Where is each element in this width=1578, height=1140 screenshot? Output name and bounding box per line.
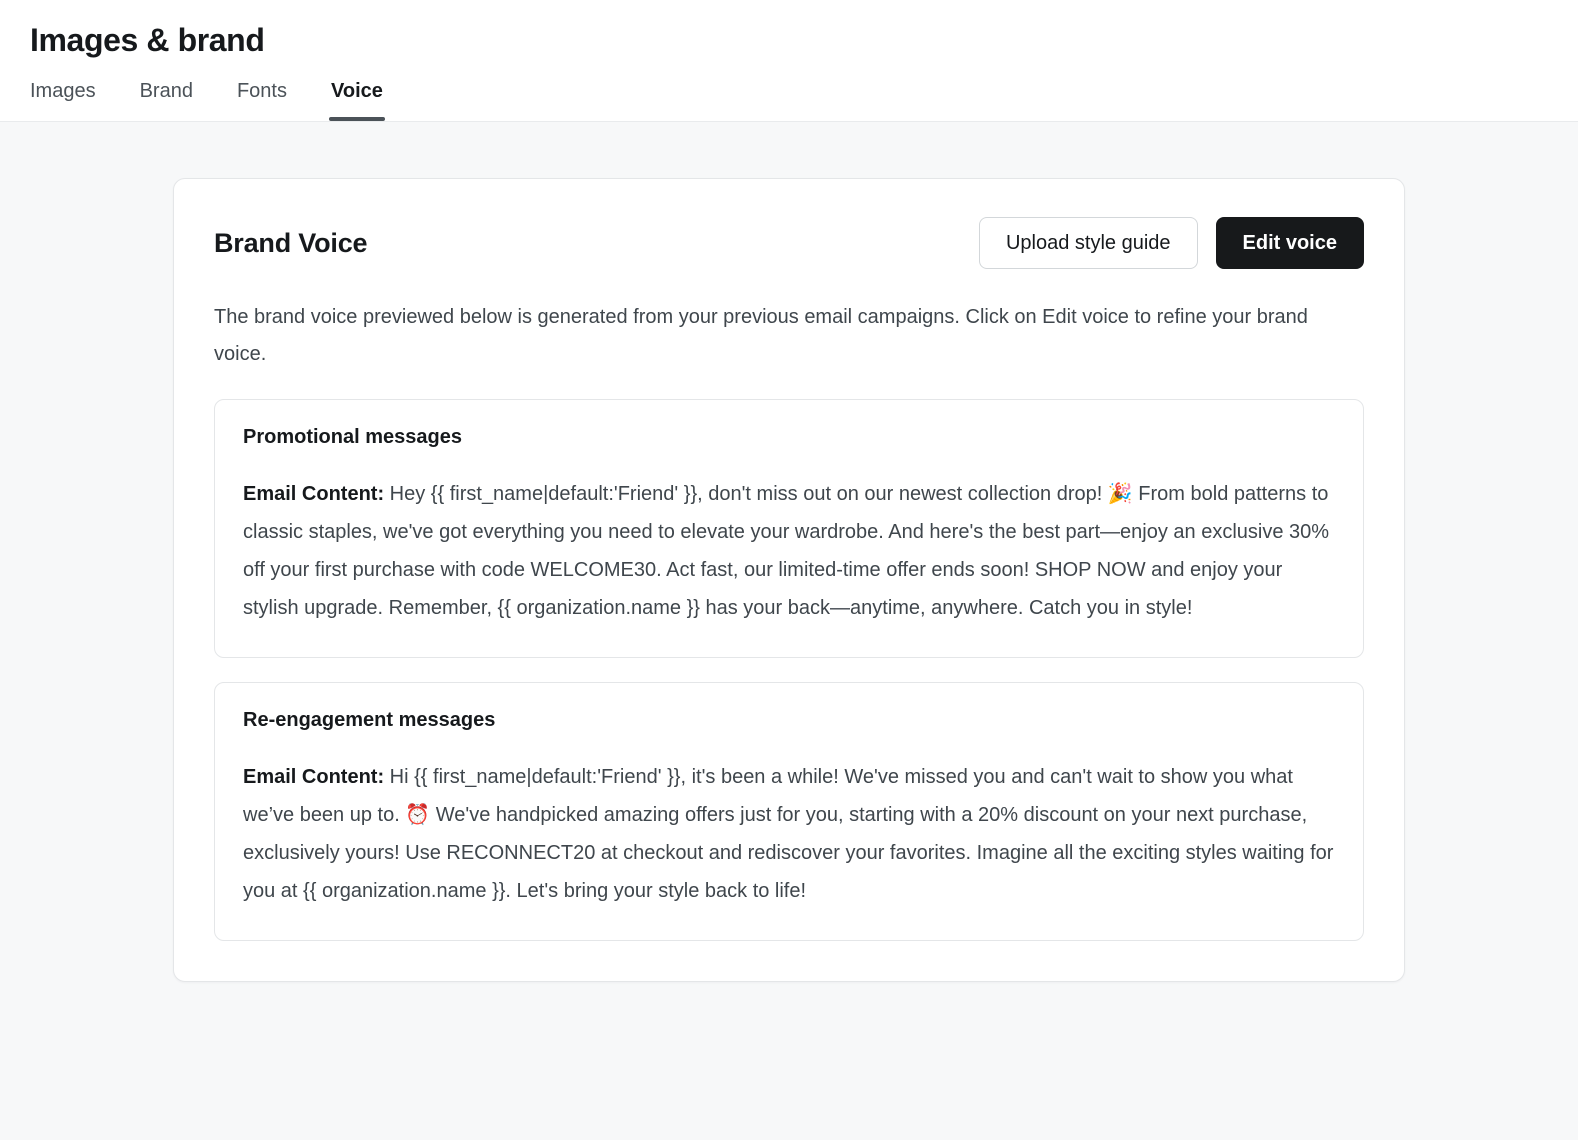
tab-images[interactable] [30, 80, 118, 121]
brand-voice-description: The brand voice previewed below is generated from your previous email campaigns. Click on Edit voice to refine your brand voice. [214, 306, 1308, 365]
reengagement-messages-heading: Re-engagement messages [243, 709, 496, 731]
tab-voice-label: Voice [331, 80, 383, 102]
tab-voice[interactable] [309, 80, 405, 121]
promotional-email-content-body: Hey {{ first_name|default:'Friend' }}, don't miss out on our newest collection drop! 🎉 From bold patterns to classic staples, we've got everything you need to elevate your wardrobe. And here's the best part—enjoy an exclusive 30% off your first purchase with code WELCOME30. Act fast, our limited-time offer ends soon! SHOP NOW and enjoy your stylish upgrade. Remember, {{ organization.name }} has your back—anytime, anywhere. Catch you in style! [243, 483, 1330, 619]
tab-fonts-label: Fonts [236, 80, 287, 102]
tab-fonts[interactable] [215, 80, 309, 121]
tab-brand[interactable] [118, 80, 215, 121]
reengagement-messages-text [243, 758, 1335, 910]
reengagement-email-content-label: Email Content: [243, 766, 385, 788]
upload-style-guide-button[interactable]: Upload style guide [979, 217, 1198, 269]
page-header [0, 0, 1578, 122]
reengagement-messages-section [214, 682, 1364, 941]
brand-voice-title: Brand Voice [214, 227, 368, 258]
brand-voice-card [173, 178, 1405, 982]
brand-voice-card-header [214, 217, 1364, 269]
tabbar [0, 59, 1578, 121]
edit-voice-button[interactable]: Edit voice [1216, 217, 1364, 269]
promotional-messages-text [243, 475, 1335, 627]
promotional-messages-heading: Promotional messages [243, 426, 462, 448]
promotional-messages-section [214, 399, 1364, 658]
brand-voice-actions [979, 217, 1364, 269]
reengagement-email-content-body: Hi {{ first_name|default:'Friend' }}, it's been a while! We've missed you and can't wait to show you what we’ve been up to. ⏰ We've handpicked amazing offers just for you, starting with a 20% discount on your next purchase, exclusively yours! Use RECONNECT20 at checkout and rediscover your favorites. Imagine all the exciting styles waiting for you at {{ organization.name }}. Let's bring your style back to life! [243, 766, 1334, 902]
page-title: Images & brand [30, 22, 265, 58]
tab-images-label: Images [30, 80, 96, 102]
tab-brand-label: Brand [139, 80, 193, 102]
main-content [0, 122, 1578, 982]
promotional-email-content-label: Email Content: [243, 483, 385, 505]
